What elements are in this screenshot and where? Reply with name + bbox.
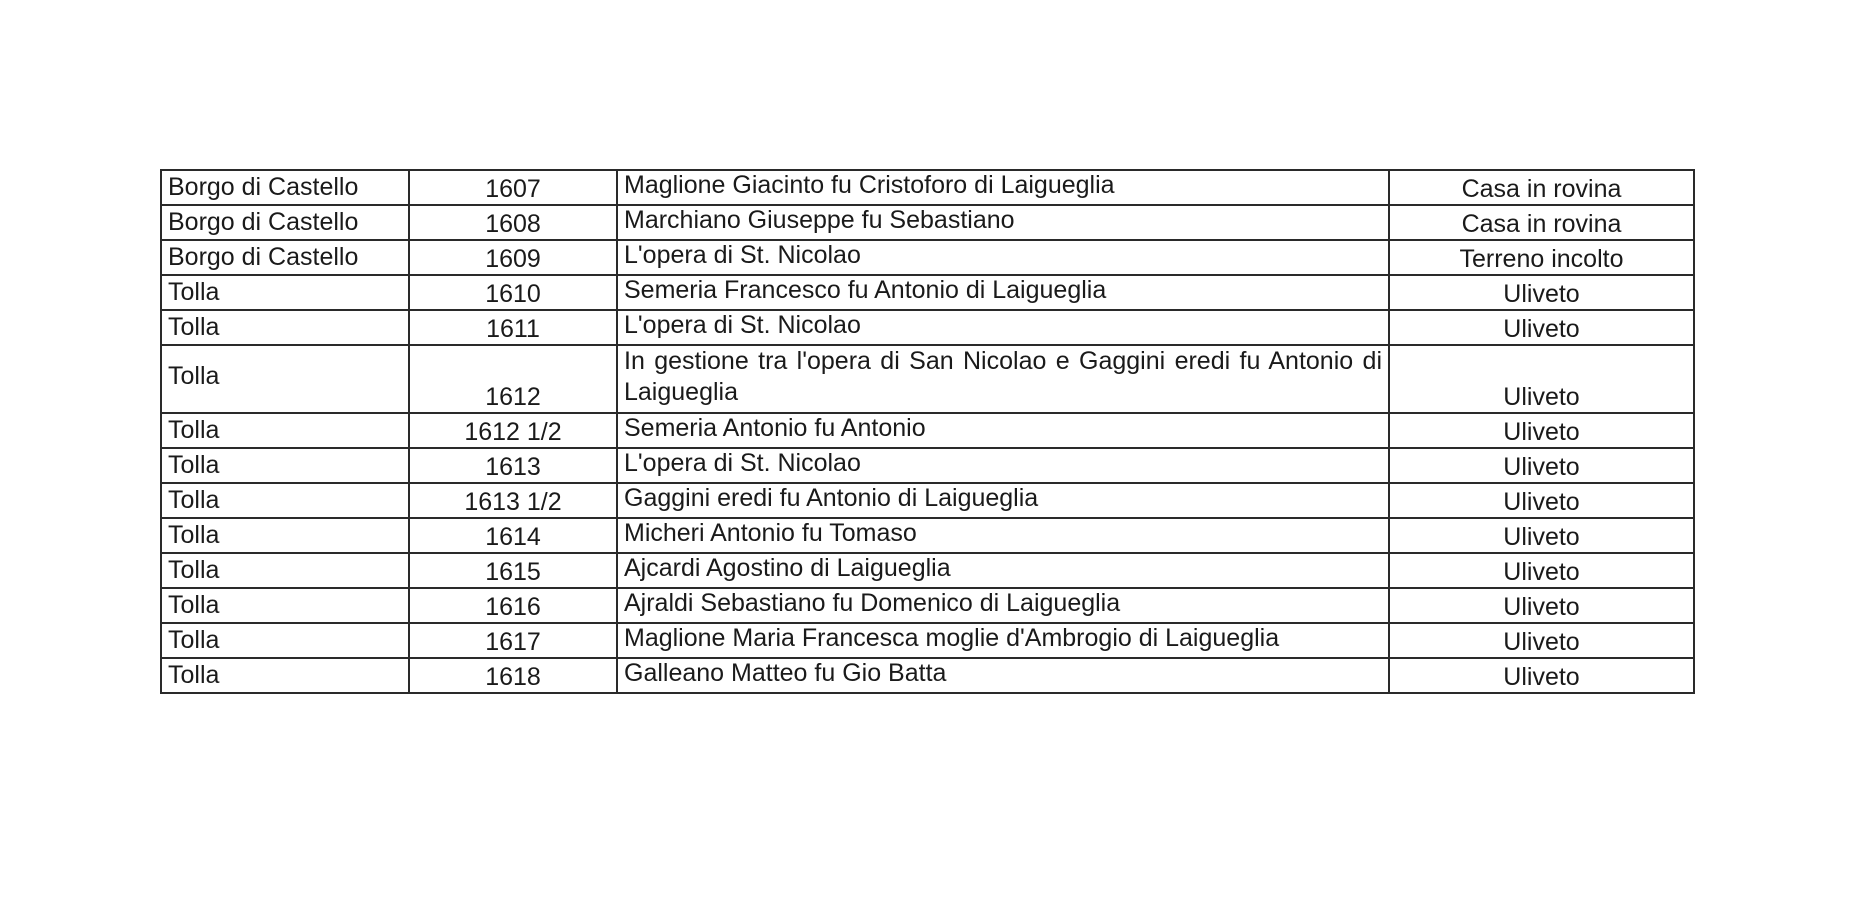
owner-cell: Semeria Francesco fu Antonio di Laigueglia: [617, 275, 1389, 310]
parcel-number-cell: 1612 1/2: [409, 413, 617, 448]
land-use-cell: Uliveto: [1389, 483, 1694, 518]
table-row: [161, 518, 1694, 553]
parcel-number-cell: 1612: [409, 345, 617, 413]
parcel-number-cell: 1608: [409, 205, 617, 240]
owner-cell: Maglione Maria Francesca moglie d'Ambrogio di Laigueglia: [617, 623, 1389, 658]
owner-cell: Semeria Antonio fu Antonio: [617, 413, 1389, 448]
place-cell: Tolla: [161, 553, 409, 588]
parcel-number-cell: 1616: [409, 588, 617, 623]
owner-cell: Galleano Matteo fu Gio Batta: [617, 658, 1389, 693]
place-cell: Borgo di Castello: [161, 170, 409, 205]
owner-cell: L'opera di St. Nicolao: [617, 310, 1389, 345]
owner-cell: Ajraldi Sebastiano fu Domenico di Laigueglia: [617, 588, 1389, 623]
place-cell: Tolla: [161, 623, 409, 658]
place-cell: Tolla: [161, 483, 409, 518]
place-cell: Tolla: [161, 345, 409, 413]
table-row: [161, 413, 1694, 448]
owner-cell: L'opera di St. Nicolao: [617, 240, 1389, 275]
land-use-cell: Uliveto: [1389, 310, 1694, 345]
place-cell: Tolla: [161, 413, 409, 448]
parcel-number-cell: 1613 1/2: [409, 483, 617, 518]
table-row: [161, 345, 1694, 413]
land-use-cell: Uliveto: [1389, 658, 1694, 693]
parcel-number-cell: 1609: [409, 240, 617, 275]
land-use-cell: Casa in rovina: [1389, 205, 1694, 240]
place-cell: Tolla: [161, 518, 409, 553]
place-cell: Tolla: [161, 658, 409, 693]
parcel-number-cell: 1613: [409, 448, 617, 483]
parcel-number-cell: 1617: [409, 623, 617, 658]
place-cell: Borgo di Castello: [161, 205, 409, 240]
table-row: [161, 240, 1694, 275]
parcel-number-cell: 1614: [409, 518, 617, 553]
table-row: [161, 310, 1694, 345]
place-cell: Tolla: [161, 448, 409, 483]
owner-cell: Gaggini eredi fu Antonio di Laigueglia: [617, 483, 1389, 518]
owner-cell: Maglione Giacinto fu Cristoforo di Laigueglia: [617, 170, 1389, 205]
owner-cell: L'opera di St. Nicolao: [617, 448, 1389, 483]
land-use-cell: Uliveto: [1389, 275, 1694, 310]
land-use-cell: Uliveto: [1389, 413, 1694, 448]
parcel-number-cell: 1615: [409, 553, 617, 588]
place-cell: Tolla: [161, 310, 409, 345]
parcel-number-cell: 1610: [409, 275, 617, 310]
owner-cell: Marchiano Giuseppe fu Sebastiano: [617, 205, 1389, 240]
table-row: [161, 275, 1694, 310]
land-register-body: [161, 170, 1694, 693]
land-use-cell: Uliveto: [1389, 345, 1694, 413]
land-use-cell: Uliveto: [1389, 518, 1694, 553]
place-cell: Tolla: [161, 275, 409, 310]
parcel-number-cell: 1611: [409, 310, 617, 345]
place-cell: Borgo di Castello: [161, 240, 409, 275]
land-use-cell: Uliveto: [1389, 588, 1694, 623]
parcel-number-cell: 1607: [409, 170, 617, 205]
owner-cell: Ajcardi Agostino di Laigueglia: [617, 553, 1389, 588]
table-row: [161, 205, 1694, 240]
owner-cell: In gestione tra l'opera di San Nicolao e Gaggini eredi fu Antonio di Laigueglia: [617, 345, 1389, 413]
table-row: [161, 553, 1694, 588]
table-row: [161, 588, 1694, 623]
land-register-table: [160, 169, 1695, 694]
place-cell: Tolla: [161, 588, 409, 623]
table-row: [161, 170, 1694, 205]
table-row: [161, 623, 1694, 658]
owner-cell: Micheri Antonio fu Tomaso: [617, 518, 1389, 553]
table-row: [161, 448, 1694, 483]
land-use-cell: Terreno incolto: [1389, 240, 1694, 275]
parcel-number-cell: 1618: [409, 658, 617, 693]
table-row: [161, 658, 1694, 693]
land-use-cell: Casa in rovina: [1389, 170, 1694, 205]
land-use-cell: Uliveto: [1389, 553, 1694, 588]
table-row: [161, 483, 1694, 518]
land-use-cell: Uliveto: [1389, 623, 1694, 658]
land-use-cell: Uliveto: [1389, 448, 1694, 483]
